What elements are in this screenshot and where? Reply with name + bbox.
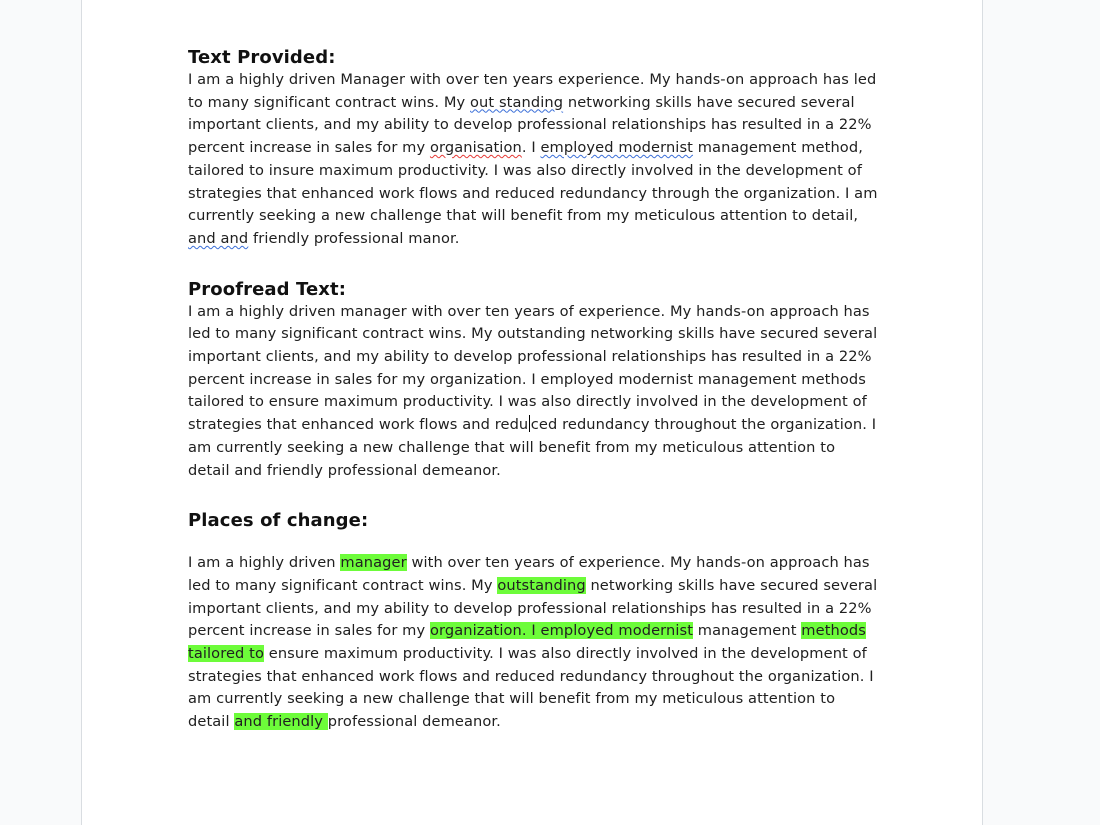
- text-run: . I: [521, 139, 541, 157]
- change-highlight: outstanding: [497, 576, 586, 594]
- spelling-error-underline[interactable]: organisation: [429, 139, 522, 157]
- text-run: I am a highly driven manager with over ten years of experience. My hands-on approach has led to many significant contract wins. My outstanding networking skills have secured several important clients, and my ability to develop professional relationships has resulted in a 22% percent increase in sales for my organization. I employed modernist management methods tailored to ensure maximum productivity. I was also directly involved in the development of strategies that enhanced work flows and redu: [188, 302, 878, 434]
- paragraph-proofread-text[interactable]: [188, 301, 878, 483]
- heading-text-provided: Text Provided:: [188, 47, 336, 68]
- heading-places-of-change: Places of change:: [188, 510, 369, 532]
- paragraph-places-of-change[interactable]: [188, 552, 878, 734]
- document-body[interactable]: [188, 46, 878, 734]
- text-run: I am a highly driven Manager with over ten years experience. My hands-on approach has led to many significant contract wins. My: [188, 71, 877, 111]
- section-proofread-text: [188, 278, 878, 483]
- text-run: professional demeanor.: [327, 713, 501, 731]
- change-highlight: and friendly: [234, 713, 328, 731]
- text-run: I am a highly driven: [188, 554, 341, 572]
- text-run: ensure maximum productivity. I was also directly involved in the development of strategies that enhanced work flows and reduced redundancy throughout the organization. I am currently seeking a new challenge that will benefit from my meticulous attention to detail: [188, 645, 874, 731]
- section-places-of-change: [188, 509, 878, 734]
- grammar-suggestion-underline[interactable]: out standing: [470, 93, 564, 111]
- text-run: networking skills have secured several important clients, and my ability to develop professional relationships has resulted in a 22% percent increase in sales for my: [188, 93, 872, 157]
- text-run: networking skills have secured several important clients, and my ability to develop professional relationships has resulted in a 22% percent increase in sales for my: [188, 576, 878, 640]
- change-highlight: organization. I employed modernist: [429, 622, 694, 640]
- document-page: [81, 0, 983, 825]
- change-highlight: manager: [340, 554, 407, 572]
- grammar-suggestion-underline[interactable]: and and: [188, 229, 249, 247]
- text-run: management: [693, 622, 802, 640]
- grammar-suggestion-underline[interactable]: employed modernist: [540, 139, 693, 157]
- heading-proofread-text: Proofread Text:: [188, 278, 347, 300]
- text-run: with over ten years of experience. My hands-on approach has led to many significant contract wins. My: [188, 554, 870, 594]
- text-run: ced redundancy throughout the organization. I am currently seeking a new challenge that will benefit from my meticulous attention to detail and friendly professional demeanor.: [188, 416, 877, 479]
- text-run: friendly professional manor.: [248, 229, 460, 247]
- section-text-provided: [188, 46, 878, 251]
- paragraph-text-provided[interactable]: [188, 69, 878, 251]
- text-run: management method, tailored to insure maximum productivity. I was also directly involved in the development of strategies that enhanced work flows and reduced redundancy through the organization. I am currently seeking a new challenge that will benefit from my meticulous attention to detail,: [188, 139, 878, 225]
- change-highlight: methods tailored to: [188, 622, 866, 663]
